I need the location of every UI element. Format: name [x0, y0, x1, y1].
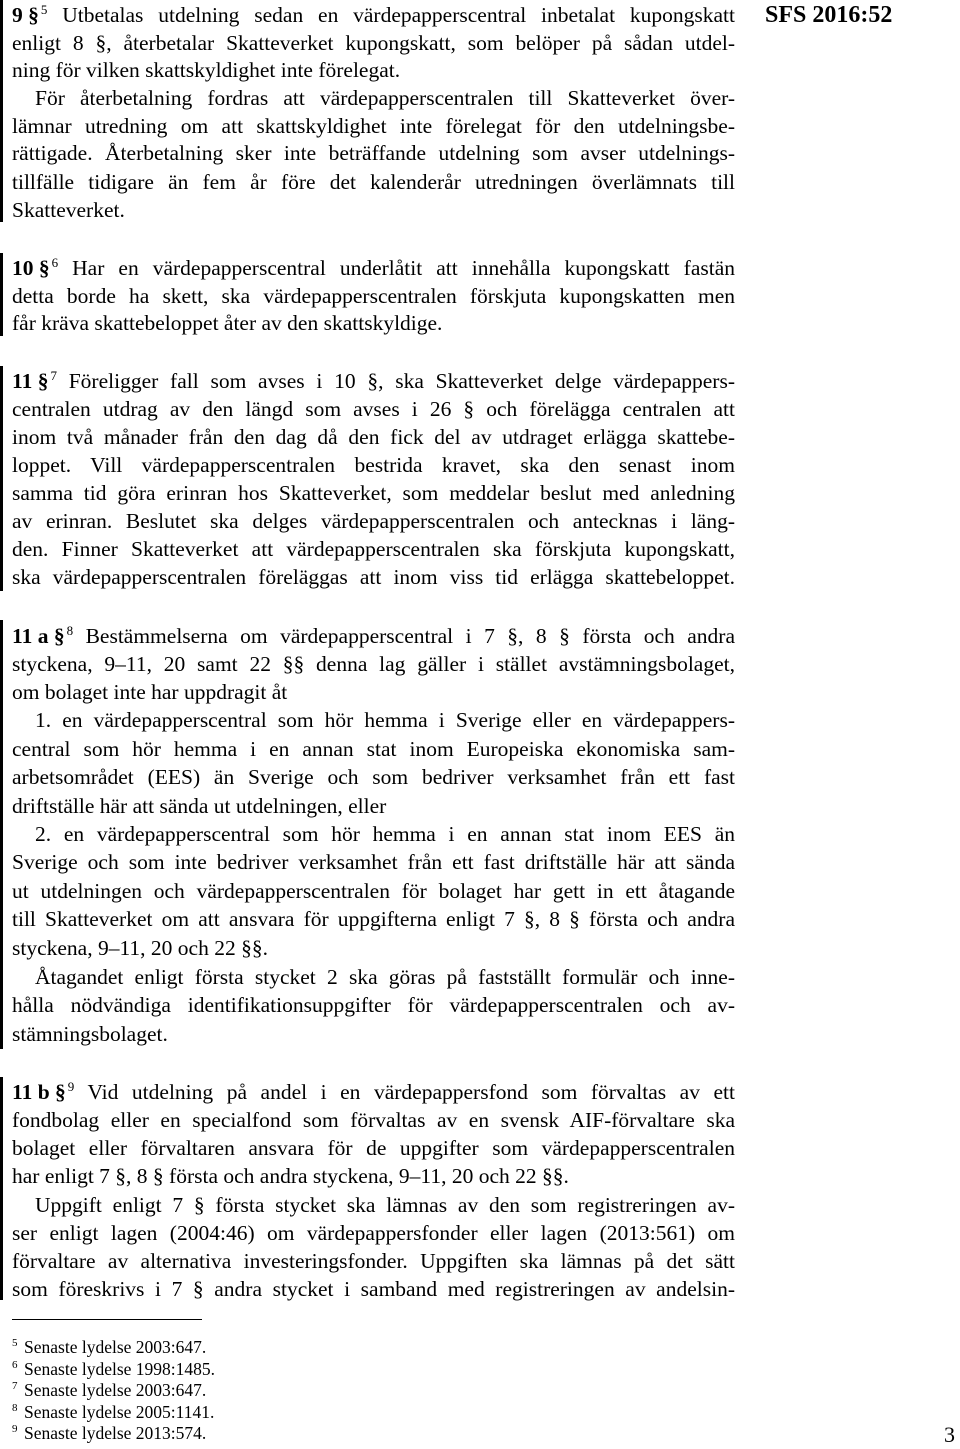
section-9-line-5: lämnar utredning om att skattskyldighet inte förelegat för den utdelningsbe-	[12, 114, 735, 138]
change-bar	[0, 0, 3, 222]
footnote-text: Senaste lydelse 2003:647.	[24, 1337, 207, 1357]
section-11a-line-4: 1. en värdepapperscentral som hör hemma i Sverige eller en värdepappers-	[35, 708, 735, 732]
section-9-line-1: 9 § $^5$ Utbetalas utdelning sedan en värdepapperscentral inbetalat kupongskatt	[12, 1, 736, 27]
section-11-line-7: den. Finner Skatteverket att värdepapperscentralen ska förskjuta kupongskatt,	[12, 537, 735, 561]
section-9-line-3: ning för vilken skattskyldighet inte förelegat.	[12, 58, 401, 82]
section-11-line-1: 11 § $^7$ Föreligger fall som avses i 10 §, ska Skatteverket delge värdepappers-	[12, 367, 735, 393]
footnote-ref: 7	[50, 367, 57, 383]
change-bar	[0, 1077, 3, 1300]
section-11b-line-5: Uppgift enligt 7 § första stycket ska lämnas av den som registreringen av-	[35, 1193, 735, 1217]
section-label: 10 § $^6$	[12, 254, 59, 280]
section-11-line-2: centralen utdrag av den längd som avses i 26 § och förelägga centralen att	[12, 397, 735, 421]
sfs-number: SFS 2016:52	[765, 2, 893, 28]
section-11a-line-2: styckena, 9–11, 20 samt 22 §§ denna lag gäller i stället avstämningsbolaget,	[12, 652, 735, 676]
footnote: 8 Senaste lydelse 2005:1141.	[12, 1402, 215, 1422]
section-11a-line-5: central som hör hemma i en annan stat inom Europeiska ekonomiska sam-	[12, 737, 735, 761]
section-11a-line-8: 2. en värdepapperscentral som hör hemma i en annan stat inom EES än	[35, 822, 735, 846]
section-11a-line-11: till Skatteverket om att ansvara för uppgifterna enligt 7 §, 8 § första och andra	[12, 907, 735, 931]
footnote-text: Senaste lydelse 2005:1141.	[24, 1402, 215, 1422]
section-11a-line-10: ut utdelningen och värdepapperscentralen för bolaget har gett in ett åtagande	[12, 879, 735, 903]
section-label: 11 b § $^9$	[12, 1078, 75, 1104]
section-11b-line-6: ser enligt lagen (2004:46) om värdepappersfonder eller lagen (2013:561) om	[12, 1221, 735, 1245]
section-11-line-8: ska värdepapperscentralen föreläggas att inom viss tid erlägga skattebeloppet.	[12, 565, 735, 589]
section-9-line-8: Skatteverket.	[12, 198, 125, 222]
footnote-text: Senaste lydelse 2003:647.	[24, 1380, 207, 1400]
section-11a-line-7: driftställe här att sända ut utdelningen, eller	[12, 794, 387, 818]
footnote: 5 Senaste lydelse 2003:647.	[12, 1337, 207, 1357]
section-9-line-2: enligt 8 §, återbetalar Skatteverket kupongskatt, som belöper på sådan utdel-	[12, 31, 735, 55]
section-11-line-6: av erinran. Beslutet ska delges värdepapperscentralen och antecknas i läng-	[12, 509, 735, 533]
section-11a-line-9: Sverige och som inte bedriver verksamhet från ett fast driftställe här att sända	[12, 850, 735, 874]
section-11-line-4: loppet. Vill värdepapperscentralen bestrida kravet, ska den senast inom	[12, 453, 735, 477]
section-label: 9 § $^5$	[12, 1, 48, 27]
footnote: 7 Senaste lydelse 2003:647.	[12, 1380, 207, 1400]
section-11a-line-1: 11 a § $^8$ Bestämmelserna om värdepapperscentral i 7 §, 8 § första och andra	[12, 622, 736, 648]
section-11-line-3: inom två månader från den dag då den fick del av utdraget erlägga skattebe-	[12, 425, 735, 449]
change-bar	[0, 253, 3, 336]
footnote-ref: 8	[66, 622, 74, 638]
section-9-line-4: För återbetalning fordras att värdepapperscentralen till Skatteverket över-	[35, 86, 735, 110]
footnote-ref: 6	[51, 254, 59, 270]
section-10-line-1: 10 § $^6$ Har en värdepapperscentral underlåtit att innehålla kupongskatt fastän	[12, 254, 736, 280]
section-11a-line-14: hålla nödvändiga identifikationsuppgifter för värdepapperscentralen och av-	[12, 993, 735, 1017]
section-11a-line-3: om bolaget inte har uppdragit åt	[12, 680, 288, 704]
section-9-line-7: tillfälle tidigare än fem år före det kalenderår utredningen överlämnats till	[12, 170, 735, 194]
page-number: 3	[944, 1422, 955, 1447]
section-11b-line-8: som föreskrivs i 7 § andra stycket i samband med registreringen av andelsin-	[12, 1277, 735, 1301]
section-11b-line-7: förvaltare av alternativa investeringsfonder. Uppgiften ska lämnas på det sätt	[12, 1249, 735, 1273]
section-11b-line-2: fondbolag eller en specialfond som förvaltas av en svensk AIF-förvaltare ska	[12, 1108, 735, 1132]
section-10-line-2: detta borde ha skett, ska värdepapperscentralen förskjuta kupongskatten men	[12, 284, 735, 308]
section-11a-line-6: arbetsområdet (EES) än Sverige och som bedriver verksamhet från ett fast	[12, 765, 735, 789]
section-11b-line-1: 11 b § $^9$ Vid utdelning på andel i en värdepappersfond som förvaltas av ett	[12, 1078, 735, 1104]
section-11a-line-13: Åtagandet enligt första stycket 2 ska göras på fastställt formulär och inne-	[35, 965, 735, 989]
section-label: 11 a § $^8$	[12, 622, 74, 648]
footnote: 6 Senaste lydelse 1998:1485.	[12, 1359, 216, 1379]
section-9-line-6: rättigade. Återbetalning sker inte beträffande utdelning som avser utdelnings-	[12, 141, 735, 165]
section-11a-line-15: stämningsbolaget.	[12, 1022, 168, 1046]
change-bar	[0, 620, 3, 1049]
footnote: 9 Senaste lydelse 2013:574.	[12, 1423, 207, 1443]
footnote-separator	[12, 1319, 202, 1320]
footnote-ref: 5	[40, 1, 48, 17]
change-bar	[0, 366, 3, 591]
section-10-line-3: får kräva skattebeloppet åter av den skattskyldige.	[12, 311, 443, 335]
section-11a-line-12: styckena, 9–11, 20 och 22 §§.	[12, 936, 268, 960]
section-11b-line-3: bolaget eller förvaltaren ansvara för de uppgifter som värdepapperscentralen	[12, 1136, 735, 1160]
footnote-ref: 9	[67, 1078, 75, 1094]
footnote-text: Senaste lydelse 2013:574.	[24, 1423, 207, 1443]
section-11-line-5: samma tid göra erinran hos Skatteverket, som meddelar beslut med anledning	[12, 481, 735, 505]
section-11b-line-4: har enligt 7 §, 8 § första och andra styckena, 9–11, 20 och 22 §§.	[12, 1164, 569, 1188]
section-label: 11 § $^7$	[12, 367, 57, 393]
footnote-text: Senaste lydelse 1998:1485.	[24, 1359, 216, 1379]
